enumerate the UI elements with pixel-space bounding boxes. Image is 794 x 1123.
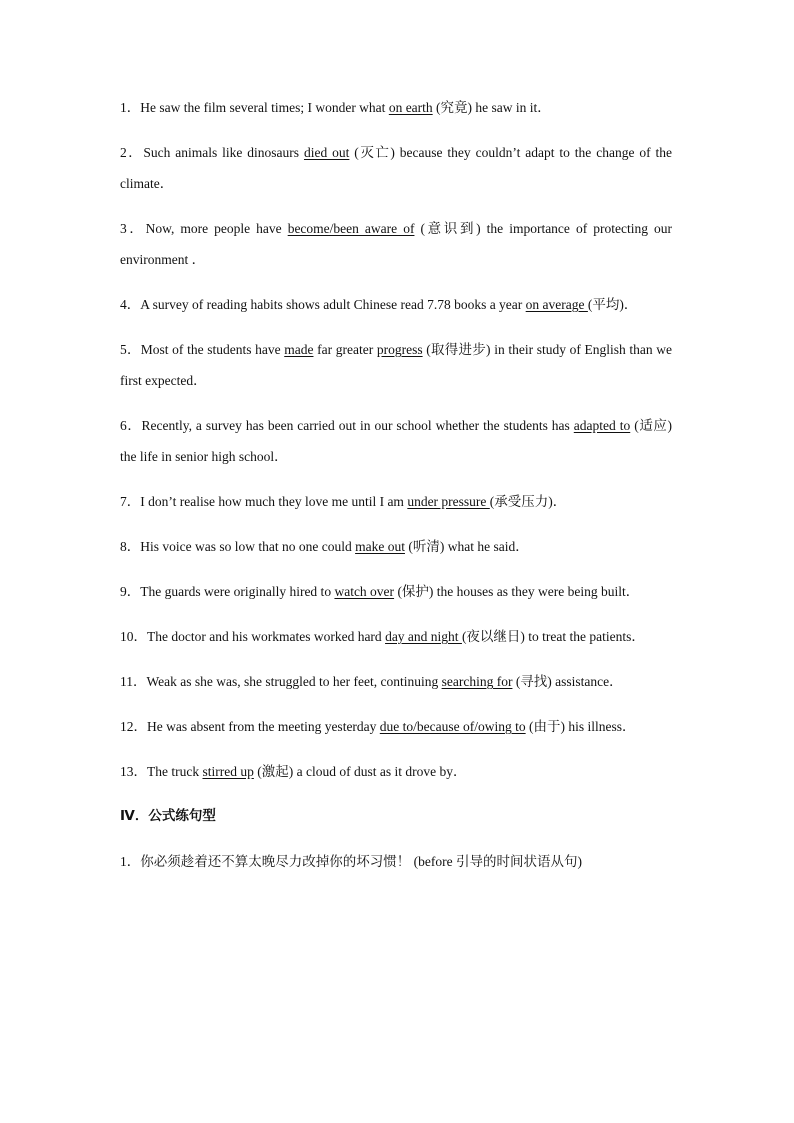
section-heading: Ⅳ．公式练句型	[120, 808, 216, 824]
answer: watch over	[334, 584, 395, 599]
item-text: (适应) the life in senior high school．	[120, 418, 673, 464]
item-text: (寻找) assistance．	[512, 674, 623, 689]
item-text: He saw the film several times; I wonder what	[140, 100, 389, 115]
list-item	[120, 137, 672, 199]
item-number: 9．	[120, 584, 141, 599]
item-text: The doctor and his workmates worked hard	[147, 629, 386, 644]
item-text: I don’t realise how much they love me until I am	[140, 494, 408, 509]
item-text: (意识到) the importance of protecting our environment ．	[120, 221, 672, 267]
item-text: (夜以继日) to treat the patients．	[461, 629, 645, 644]
item-text: (保护) the houses as they were being built．	[394, 584, 640, 599]
list-item	[120, 666, 672, 697]
item-number: 4．	[120, 297, 141, 312]
item-text: A survey of reading habits shows adult Chinese read 7.78 books a year	[140, 297, 526, 312]
item-number: 13．	[120, 764, 147, 779]
answer: make out	[355, 539, 405, 554]
item-text: (究竟) he saw in it．	[432, 100, 551, 115]
item-text: He was absent from the meeting yesterday	[147, 719, 380, 734]
list-item	[120, 621, 672, 652]
answer: searching for	[441, 674, 513, 689]
list-item	[120, 410, 672, 472]
item-number: 3．	[120, 221, 146, 236]
exercise-list	[120, 92, 672, 877]
item-number: 7．	[120, 494, 141, 509]
item-text: The guards were originally hired to	[140, 584, 335, 599]
item-number: 12．	[120, 719, 147, 734]
item-number: 11．	[120, 674, 147, 689]
answer: under pressure	[407, 494, 490, 509]
item-number: 5．	[120, 342, 141, 357]
item-text: Weak as she was, she struggled to her feet, continuing	[146, 674, 442, 689]
item-text: (听清) what he said．	[404, 539, 529, 554]
answer: made	[284, 342, 314, 357]
answer: stirred up	[202, 764, 254, 779]
item-text: The truck	[147, 764, 203, 779]
answer: on average	[525, 297, 588, 312]
list-item	[120, 486, 672, 517]
list-item	[120, 334, 672, 396]
translation-question: 1．你必须趁着还不算太晚尽力改掉你的坏习惯！ (before 引导的时间状语从句)	[120, 854, 582, 869]
item-number: 6．	[120, 418, 142, 433]
item-text: Most of the students have	[140, 342, 285, 357]
list-item	[120, 576, 672, 607]
answer: adapted to	[573, 418, 631, 433]
list-item	[120, 213, 672, 275]
answer: died out	[303, 145, 350, 160]
item-number: 2．	[120, 145, 144, 160]
item-text: (灭亡) because they couldn’t adapt to the change of the climate．	[120, 145, 672, 191]
item-text: Now, more people have	[145, 221, 288, 236]
list-item	[120, 711, 672, 742]
item-text: (平均)．	[587, 297, 638, 312]
answer: day and night	[385, 629, 462, 644]
item-text: (取得进步) in their study of English than we first expected．	[120, 342, 673, 388]
item-number: 1．	[120, 100, 141, 115]
answer: become/been aware of	[287, 221, 415, 236]
item-number: 8．	[120, 539, 141, 554]
item-text: (承受压力)．	[489, 494, 567, 509]
item-number: 10．	[120, 629, 147, 644]
answer: progress	[376, 342, 423, 357]
item-text: Such animals like dinosaurs	[143, 145, 304, 160]
list-item	[120, 531, 672, 562]
item-text: His voice was so low that no one could	[140, 539, 356, 554]
list-item	[120, 756, 672, 787]
item-text: far greater	[313, 342, 377, 357]
item-text: (由于) his illness．	[525, 719, 636, 734]
list-item	[120, 289, 672, 320]
item-text: (激起) a cloud of dust as it drove by．	[253, 764, 467, 779]
list-item	[120, 92, 672, 123]
answer: on earth	[388, 100, 433, 115]
answer: due to/because of/owing to	[379, 719, 526, 734]
item-text: Recently, a survey has been carried out in our school whether the students has	[141, 418, 574, 433]
